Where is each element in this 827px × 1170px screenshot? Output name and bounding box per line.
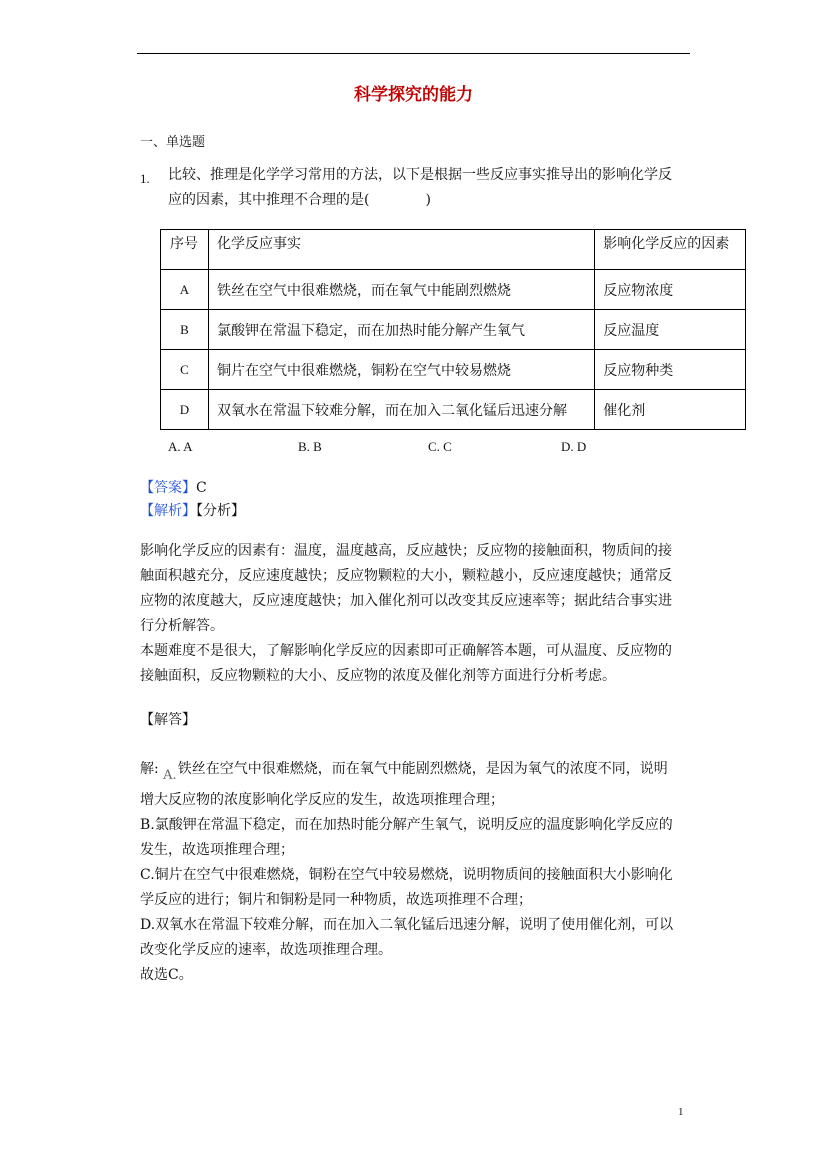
table-cell-factor: 催化剂 [595, 390, 746, 430]
reaction-facts-table [160, 229, 746, 430]
table-cell-factor: 反应物种类 [595, 350, 746, 390]
table-row [161, 350, 746, 390]
analysis-summary-paragraph [140, 639, 688, 689]
solution-line: D.双氧水在常温下较难分解，而在加入二氧化锰后迅速分解，说明了使用催化剂，可以 [140, 917, 674, 933]
answer-value: C [196, 480, 207, 496]
solution-body [140, 757, 690, 988]
solution-line: B.氯酸钾在常温下稳定，而在加热时能分解产生氧气，说明反应的温度影响化学反应的 [140, 817, 673, 833]
option-c[interactable]: C. C [428, 439, 452, 454]
paragraph-line: 应物的浓度越大，反应速度越快；加入催化剂可以改变其反应速率等；据此结合事实进 [140, 593, 672, 609]
table-row [161, 270, 746, 310]
table-cell-id: C [161, 350, 209, 390]
paragraph-line: 影响化学反应的因素有：温度，温度越高，反应越快；反应物的接触面积，物质间的接 [140, 543, 672, 559]
header-rule [137, 53, 690, 54]
table-cell-factor: 反应物浓度 [595, 270, 746, 310]
table-cell-fact: 铜片在空气中很难燃烧，铜粉在空气中较易燃烧 [208, 350, 594, 390]
solution-line [140, 757, 690, 788]
option-a[interactable]: A. A [168, 439, 193, 454]
table-cell-fact: 氯酸钾在常温下稳定，而在加热时能分解产生氧气 [208, 310, 594, 350]
option-b[interactable]: B. B [298, 439, 322, 454]
question-text-line: 比较、推理是化学学习常用的方法，以下是根据一些反应事实推导出的影响化学反 [168, 167, 672, 183]
answer-label: 【答案】 [140, 480, 196, 496]
solution-line: 故选C。 [140, 967, 193, 983]
table-cell-fact: 铁丝在空气中很难燃烧，而在氧气中能剧烈燃烧 [208, 270, 594, 310]
solution-line: 发生，故选项推理合理； [140, 842, 294, 858]
page-number: 1 [678, 1106, 684, 1118]
solution-line: 增大反应物的浓度影响化学反应的发生，故选项推理合理； [140, 792, 504, 808]
table-cell-factor: 反应温度 [595, 310, 746, 350]
analysis-heading [140, 500, 245, 520]
page-title: 科学探究的能力 [354, 85, 473, 105]
table-cell-id: D [161, 390, 209, 430]
solution-heading: 【解答】 [140, 712, 196, 728]
solution-prefix: 解: [140, 761, 159, 777]
table-header-row [161, 230, 746, 270]
analysis-sub-label: 【分析】 [196, 503, 245, 519]
section-heading: 一、单选题 [140, 135, 206, 150]
table-header-cell: 序号 [161, 230, 209, 270]
table-row [161, 390, 746, 430]
paragraph-line: 本题难度不是很大，了解影响化学反应的因素即可正确解答本题，可从温度、反应物的 [140, 643, 672, 659]
option-marker-a: A. [163, 768, 177, 783]
question-text [168, 163, 708, 213]
table-cell-fact: 双氧水在常温下较难分解，而在加入二氧化锰后迅速分解 [208, 390, 594, 430]
question-number: 1. [140, 171, 150, 186]
table-row [161, 310, 746, 350]
solution-text: 铁丝在空气中很难燃烧，而在氧气中能剧烈燃烧，是因为氧气的浓度不同，说明 [177, 761, 668, 777]
table-cell-id: A [161, 270, 209, 310]
solution-line: 学反应的进行；铜片和铜粉是同一种物质，故选项推理不合理； [140, 892, 532, 908]
paragraph-line: 行分析解答。 [140, 618, 224, 634]
option-d[interactable]: D. D [561, 439, 587, 454]
solution-line: 改变化学反应的速率，故选项推理合理。 [140, 942, 392, 958]
table-header-cell: 影响化学反应的因素 [595, 230, 746, 270]
paragraph-line: 接触面积，反应物颗粒的大小、反应物的浓度及催化剂等方面进行分析考虑。 [140, 668, 616, 684]
table-header-cell: 化学反应事实 [208, 230, 594, 270]
analysis-paragraph [140, 539, 688, 639]
analysis-label: 【解析】 [140, 503, 196, 519]
answer-line [140, 477, 207, 497]
paragraph-line: 触面积越充分，反应速度越快；反应物颗粒的大小，颗粒越小，反应速度越快；通常反 [140, 568, 672, 584]
question-text-line: 应的因素，其中推理不合理的是( ) [168, 192, 431, 208]
solution-line: C.铜片在空气中很难燃烧，铜粉在空气中较易燃烧，说明物质间的接触面积大小影响化 [140, 867, 673, 883]
table-cell-id: B [161, 310, 209, 350]
